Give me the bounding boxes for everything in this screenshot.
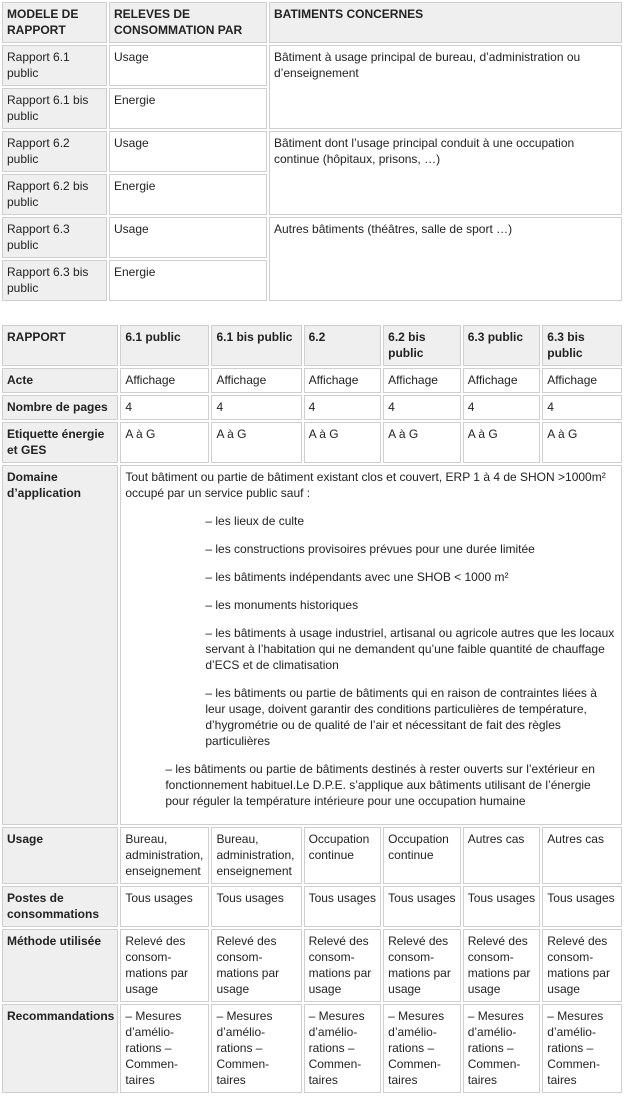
row-label-acte: Acte xyxy=(2,368,118,393)
table-cell: Tous usages xyxy=(542,886,622,927)
table-cell: A à G xyxy=(304,422,382,463)
model-cell: Rapport 6.2 public xyxy=(2,131,107,172)
row-label-pages: Nombre de pages xyxy=(2,395,118,420)
row-label-methode: Méthode utilisée xyxy=(2,929,118,1002)
table-cell: Relevé des consom-mations par usage xyxy=(304,929,382,1002)
table-row xyxy=(2,395,622,420)
table-cell: 4 xyxy=(383,395,461,420)
header-col: 6.3 public xyxy=(463,325,541,366)
table-cell: Tous usages xyxy=(120,886,209,927)
table-cell: Bureau, administration, enseignement xyxy=(120,827,209,884)
header-rapport: RAPPORT xyxy=(2,325,118,366)
exception-item: – les bâtiments indépendants avec une SHOB < 1000 m² xyxy=(205,570,509,584)
report-details-table xyxy=(0,323,624,1095)
table-cell: Affichage xyxy=(542,368,622,393)
releve-cell: Usage xyxy=(109,217,267,258)
table-row xyxy=(2,465,622,825)
table-cell: Relevé des consom-mations par usage xyxy=(120,929,209,1002)
header-releves: RELEVES DE CONSOMMATION PAR xyxy=(109,2,267,43)
table-row xyxy=(2,45,622,86)
table-row xyxy=(2,131,622,172)
table-header-row xyxy=(2,325,622,366)
model-cell: Rapport 6.1 public xyxy=(2,45,107,86)
table-row xyxy=(2,827,622,884)
row-label-domaine: Domaine d’application xyxy=(2,465,118,825)
table-cell: Bureau, administration, enseignement xyxy=(211,827,301,884)
header-col: 6.1 bis public xyxy=(211,325,301,366)
table-cell: Tous usages xyxy=(304,886,382,927)
table-cell: 4 xyxy=(211,395,301,420)
header-col: 6.3 bis public xyxy=(542,325,622,366)
table-row xyxy=(2,422,622,463)
table-row xyxy=(2,929,622,1002)
table-cell: 4 xyxy=(304,395,382,420)
table-cell: – Mesures d’amélio-rations – Commen-taires xyxy=(542,1004,622,1093)
table-cell: Affichage xyxy=(383,368,461,393)
table-cell: – Mesures d’amélio-rations – Commen-taires xyxy=(463,1004,541,1093)
table-cell: – Mesures d’amélio-rations – Commen-taires xyxy=(211,1004,301,1093)
table-cell: Tous usages xyxy=(383,886,461,927)
table-row xyxy=(2,1004,622,1093)
header-col: 6.2 xyxy=(304,325,382,366)
row-label-recommandations: Recommandations xyxy=(2,1004,118,1093)
header-batiments: BATIMENTS CONCERNES xyxy=(269,2,622,43)
domaine-intro: Tout bâtiment ou partie de bâtiment existant clos et couvert, ERP 1 à 4 de SHON >1000m² occupé par un service public sauf : xyxy=(125,470,606,500)
domaine-cell xyxy=(120,465,622,825)
table-row xyxy=(2,368,622,393)
releve-cell: Usage xyxy=(109,131,267,172)
table-cell: Relevé des consom-mations par usage xyxy=(211,929,301,1002)
table-cell: A à G xyxy=(211,422,301,463)
exception-item: – les monuments historiques xyxy=(205,598,359,612)
table-cell: Occupation continue xyxy=(383,827,461,884)
header-col: 6.1 public xyxy=(120,325,209,366)
table-cell: – Mesures d’amélio-rations – Commen-taires xyxy=(304,1004,382,1093)
row-label-postes: Postes de consommations xyxy=(2,886,118,927)
table-cell: A à G xyxy=(120,422,209,463)
table-cell: Relevé des consom-mations par usage xyxy=(463,929,541,1002)
batiment-cell: Bâtiment dont l’usage principal conduit à une occupation continue (hôpitaux, prisons, …) xyxy=(269,131,622,215)
exception-item: – les lieux de culte xyxy=(205,514,305,528)
header-col: 6.2 bis public xyxy=(383,325,461,366)
table-cell: Occupation continue xyxy=(304,827,382,884)
model-cell: Rapport 6.3 public xyxy=(2,217,107,258)
exception-item: – les bâtiments ou partie de bâtiments qui en raison de contraintes liées à leur usage, doivent garantir des conditions particulières de température, d’hygrométrie ou de qualité de l’air et nécessitant de fait des règles particulières xyxy=(205,686,597,748)
table-cell: – Mesures d’amélio-rations – Commen-taires xyxy=(120,1004,209,1093)
table-cell: Relevé des consom-mations par usage xyxy=(542,929,622,1002)
releve-cell: Energie xyxy=(109,88,267,129)
releve-cell: Energie xyxy=(109,260,267,301)
releve-cell: Usage xyxy=(109,45,267,86)
report-models-table xyxy=(0,0,624,303)
table-cell: Tous usages xyxy=(463,886,541,927)
batiment-cell: Bâtiment à usage principal de bureau, d’administration ou d’enseignement xyxy=(269,45,622,129)
row-label-etiquette: Etiquette énergie et GES xyxy=(2,422,118,463)
table-cell: Affichage xyxy=(304,368,382,393)
table-row xyxy=(2,217,622,258)
table-header-row xyxy=(2,2,622,43)
exception-item: – les constructions provisoires prévues pour une durée limitée xyxy=(205,542,535,556)
table-cell: Relevé des consom-mations par usage xyxy=(383,929,461,1002)
batiment-cell: Autres bâtiments (théâtres, salle de sport …) xyxy=(269,217,622,301)
exception-item: – les bâtiments à usage industriel, artisanal ou agricole autres que les locaux servant à l’habitation qui ne demandent qu’une faible quantité de chauffage d’ECS et de climatisation xyxy=(205,626,615,672)
table-cell: Tous usages xyxy=(211,886,301,927)
table-cell: Affichage xyxy=(120,368,209,393)
table-cell: 4 xyxy=(542,395,622,420)
table-cell: Affichage xyxy=(211,368,301,393)
table-cell: A à G xyxy=(383,422,461,463)
releve-cell: Energie xyxy=(109,174,267,215)
domaine-outro: – les bâtiments ou partie de bâtiments destinés à rester ouverts sur l’extérieur en fonctionnement habituel.Le D.P.E. s’applique aux bâtiments utilisant de l’énergie pour réguler la température intérieure pour une occupation humaine xyxy=(165,762,595,808)
model-cell: Rapport 6.1 bis public xyxy=(2,88,107,129)
header-modele: MODELE DE RAPPORT xyxy=(2,2,107,43)
table-cell: – Mesures d’amélio-rations – Commen-taires xyxy=(383,1004,461,1093)
table-cell: Affichage xyxy=(463,368,541,393)
table-cell: 4 xyxy=(120,395,209,420)
table-cell: A à G xyxy=(463,422,541,463)
table-row xyxy=(2,886,622,927)
model-cell: Rapport 6.3 bis public xyxy=(2,260,107,301)
table-cell: A à G xyxy=(542,422,622,463)
model-cell: Rapport 6.2 bis public xyxy=(2,174,107,215)
table-cell: Autres cas xyxy=(542,827,622,884)
row-label-usage: Usage xyxy=(2,827,118,884)
table-cell: 4 xyxy=(463,395,541,420)
table-cell: Autres cas xyxy=(463,827,541,884)
